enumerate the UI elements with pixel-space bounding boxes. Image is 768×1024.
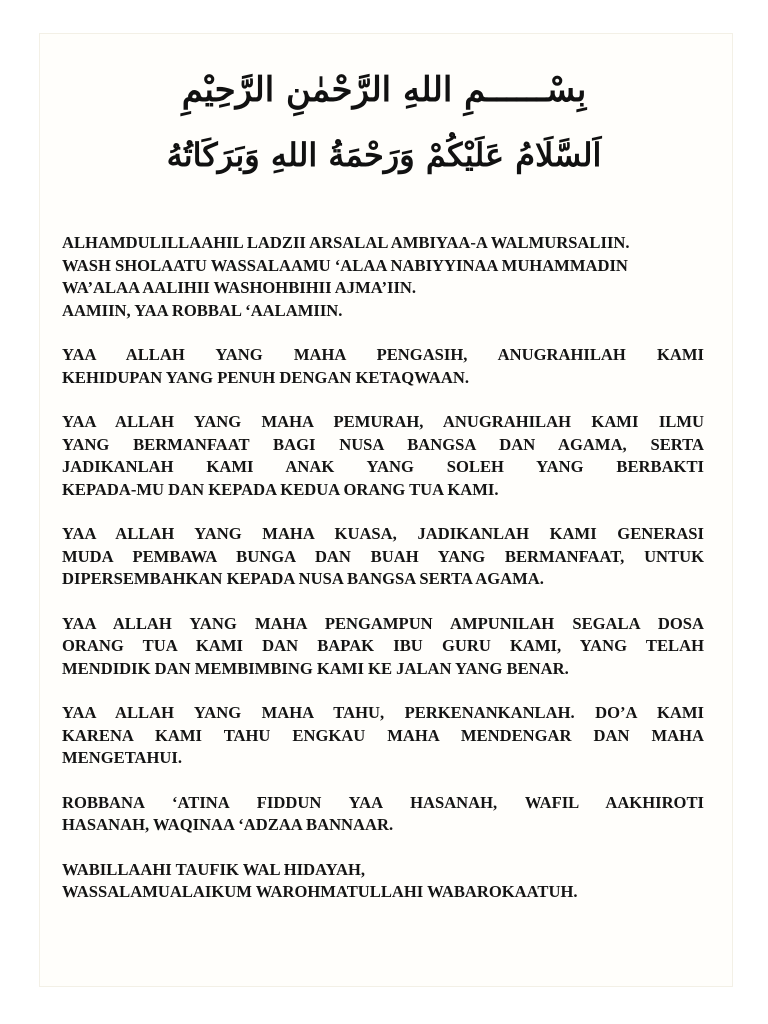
- paragraph-closing: [62, 859, 704, 904]
- text-line: WABILLAAHI TAUFIK WAL HIDAYAH,: [62, 859, 366, 879]
- text-line: MUDA PEMBAWA BUNGA DAN BUAH YANG BERMANFAAT, UNTUK: [62, 546, 704, 566]
- paragraph-opening: [62, 232, 704, 322]
- text-line: MENDIDIK DAN MEMBIMBING KAMI KE JALAN YANG BENAR.: [62, 658, 569, 678]
- paragraph-kuasa: [62, 523, 704, 591]
- paragraph-pengasih: [62, 344, 704, 389]
- text-line: YAA ALLAH YANG MAHA PENGAMPUN AMPUNILAH SEGALA DOSA: [62, 613, 704, 633]
- salam-greeting: اَلسَّلَامُ عَلَيْكُمْ وَرَحْمَةُ اللهِ وَبَرَكَاتُهُ: [166, 136, 602, 174]
- text-line: ROBBANA ‘ATINA FIDDUN YAA HASANAH, WAFIL AAKHIROTI: [62, 792, 704, 812]
- text-line: YANG BERMANFAAT BAGI NUSA BANGSA DAN AGAMA, SERTA: [62, 434, 704, 454]
- text-line: DIPERSEMBAHKAN KEPADA NUSA BANGSA SERTA AGAMA.: [62, 569, 544, 588]
- prayer-text: [62, 232, 704, 926]
- text-line: AAMIIN, YAA ROBBAL ‘AALAMIIN.: [62, 300, 343, 320]
- text-line: ALHAMDULILLAAHIL LADZII ARSALAL AMBIYAA-A WALMURSALIIN.: [62, 233, 630, 252]
- text-line: ORANG TUA KAMI DAN BAPAK IBU GURU KAMI, YANG TELAH: [62, 636, 704, 655]
- text-line: YAA ALLAH YANG MAHA PEMURAH, ANUGRAHILAH KAMI ILMU: [62, 412, 704, 431]
- text-line: JADIKANLAH KAMI ANAK YANG SOLEH YANG BERBAKTI: [62, 457, 704, 476]
- paragraph-tahu: [62, 702, 704, 770]
- basmala-heading: بِسْــــــمِ اللهِ الرَّحْمٰنِ الرَّحِيْمِ: [181, 70, 587, 110]
- text-line: YAA ALLAH YANG MAHA PENGASIH, ANUGRAHILAH KAMI: [62, 345, 704, 364]
- text-line: KEHIDUPAN YANG PENUH DENGAN KETAQWAAN.: [62, 367, 470, 387]
- text-line: WASSALAMUALAIKUM WAROHMATULLAHI WABAROKAATUH.: [62, 882, 578, 901]
- text-line: HASANAH, WAQINAA ‘ADZAA BANNAAR.: [62, 815, 394, 834]
- paragraph-pemurah: [62, 411, 704, 501]
- text-line: WASH SHOLAATU WASSALAAMU ‘ALAA NABIYYINAA MUHAMMADIN: [62, 255, 628, 275]
- text-line: YAA ALLAH YANG MAHA KUASA, JADIKANLAH KAMI GENERASI: [62, 524, 704, 543]
- text-line: MENGETAHUI.: [62, 748, 183, 767]
- text-line: YAA ALLAH YANG MAHA TAHU, PERKENANKANLAH. DO’A KAMI: [62, 703, 704, 722]
- text-line: KEPADA-MU DAN KEPADA KEDUA ORANG TUA KAMI.: [62, 479, 499, 499]
- paragraph-robbana: [62, 792, 704, 837]
- text-line: WA’ALAA AALIHII WASHOHBIHII AJMA’IIN.: [62, 278, 417, 297]
- text-line: KARENA KAMI TAHU ENGKAU MAHA MENDENGAR DAN MAHA: [62, 725, 704, 745]
- paragraph-pengampun: [62, 613, 704, 681]
